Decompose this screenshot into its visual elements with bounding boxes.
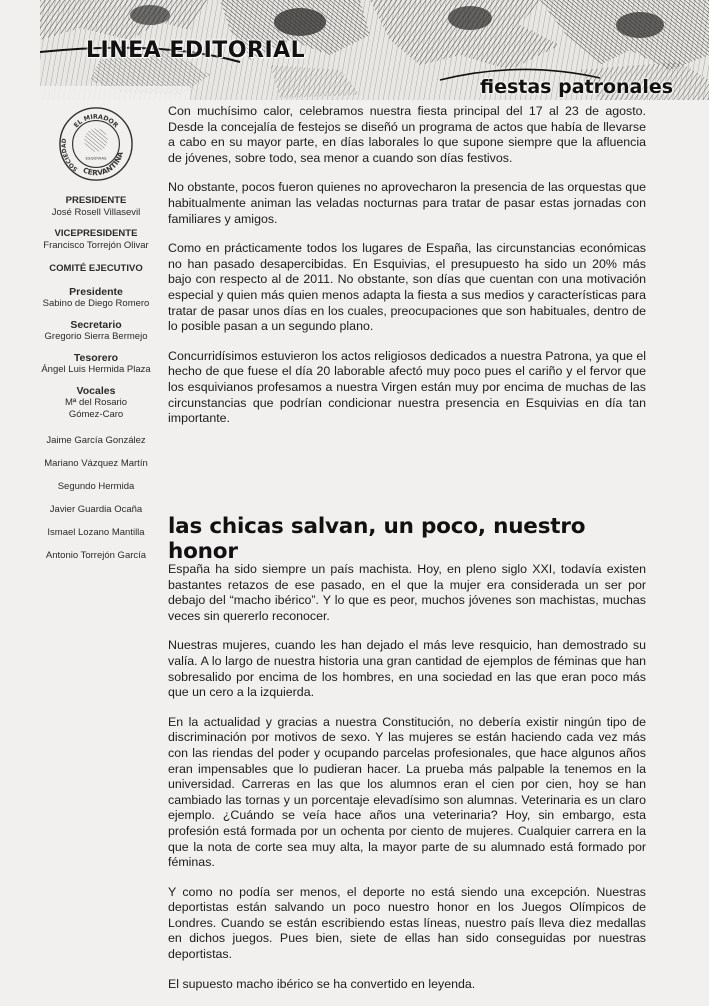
seal-center-text: ESQUIVIAS bbox=[85, 155, 107, 161]
vocal-name: Mª del Rosario bbox=[64, 397, 128, 408]
article-paragraph: España ha sido siempre un país machista. Hoy, en pleno siglo XXI, todavía existen bastantes retazos de ese pasado, en el que la mujer era considerada un ser por debajo del “macho ibérico”. Y lo que es peor, muchos jóvenes son machistas, muchas veces sin quererlo reconocer. bbox=[168, 562, 646, 623]
presidente-name: Sabino de Diego Romero bbox=[42, 298, 150, 309]
article-paragraph: El supuesto macho ibérico se ha convertido en leyenda. bbox=[168, 976, 476, 991]
article-paragraph: Nuestras mujeres, cuando les han dejado el más leve resquicio, han demostrado su valía. A lo largo de nuestra historia una gran cantidad de ejemplos de féminas que han sobresalido por encima de los hombres, en una sociedad en las que eran poco más que un cero a la izquierda. bbox=[168, 638, 646, 700]
seal-logo bbox=[57, 105, 135, 183]
vocal-name: Antonio Torrejón García bbox=[45, 550, 147, 561]
sidebar-committee bbox=[40, 100, 152, 562]
vocal-name-continued: Gómez-Caro bbox=[68, 409, 124, 420]
vocal-name: Segundo Hermida bbox=[57, 481, 135, 492]
seal-bottom-text: CERVANTINA bbox=[81, 150, 125, 178]
svg-text:CERVANTINA bbox=[82, 150, 126, 177]
svg-text:EL MIRADOR bbox=[73, 114, 120, 130]
vocal-name: Javier Guardia Ocaña bbox=[49, 504, 143, 515]
article-headline: las chicas salvan, un poco, nuestro honor bbox=[168, 514, 586, 564]
article-paragraph: En la actualidad y gracias a nuestra Constitución, no debería existir ningún tipo de discriminación por motivos de sexo. Y las mujeres se están haciendo cada vez más con las riendas del poder y ocupando parcelas profesionales, que hace algunos años eran impensables que lo pudieran hacer. La prueba más palpable la tenemos en la universidad. Carreras en las que los alumnos eran el cien por cien, hoy se han cambiado las tornas y un porcentaje elevadísimo son alumnas. Veterinaria es un claro ejemplo. ¿Cuándo se veía hace años una veterinaria? Hoy, sin embargo, esta profesión está formada por un ochenta por ciento de mujeres. Cualquier carrera en la que la nota de corte sea muy alta, la mayor parte de su alumnado está formado por féminas. bbox=[168, 714, 646, 870]
president-label: PRESIDENTE bbox=[65, 195, 127, 206]
seal-top-text: EL MIRADOR bbox=[72, 113, 120, 130]
president-name: José Rosell Villasevil bbox=[51, 207, 141, 218]
seal-side-text: SOCIEDAD bbox=[61, 138, 80, 172]
article-paragraph: Y como no podía ser menos, el deporte no está siendo una excepción. Nuestras deportistas están salvando un poco nuestro honor en los Juegos Olímpicos de Londres. Cuando se están escribiendo estas líneas, nuestro país lleva diez medallas en dichos juegos. Pues bien, siete de ellas han sido conseguidas por nuestras deportistas. bbox=[168, 884, 646, 962]
vocal-name: Mariano Vázquez Martín bbox=[44, 458, 148, 469]
section-title: fiestas patronales bbox=[480, 76, 674, 98]
article-paragraph: Con muchísimo calor, celebramos nuestra fiesta principal del 17 al 23 de agosto. Desde la concejalía de festejos se diseñó un programa de actos que había de llevarse a cabo en su mayor parte, en días laborales lo que supone siempre que la afluencia de jóvenes, sobre todo, sea menor a cuando son días festivos. bbox=[168, 104, 646, 165]
tesorero-name: Ángel Luis Hermida Plaza bbox=[41, 364, 151, 375]
article-paragraph: No obstante, pocos fueron quienes no aprovecharon la presencia de las orquestas que habitualmente animan las veladas nocturnas para tratar de pasar estas jornadas con familiares y amigos. bbox=[168, 180, 646, 226]
committee-label: COMITÉ EJECUTIVO bbox=[49, 263, 143, 274]
tesorero-label: Tesorero bbox=[73, 352, 119, 364]
header-banner bbox=[40, 0, 709, 100]
secretario-label: Secretario bbox=[70, 319, 122, 331]
vocal-name: Jaime García González bbox=[46, 435, 146, 446]
vocales-label: Vocales bbox=[76, 385, 116, 397]
banner-title: LINEA EDITORIAL bbox=[86, 38, 306, 63]
article-paragraph: Como en prácticamente todos los lugares de España, las circunstancias económicas no han pasado desapercibidas. En Esquivias, el presupuesto ha sido un 20% más bajo con respecto al de 2011. No obstante, son días que cuentan con una motivación especial y quien más quien menos adapta la fiesta a sus medios y características para tratar de pasar unos días en los cuales, preocupaciones que son habituales, dentro de lo posible pasan a un segundo plano. bbox=[168, 241, 646, 334]
secretario-name: Gregorio Sierra Bermejo bbox=[44, 331, 148, 342]
presidente-label: Presidente bbox=[69, 286, 123, 298]
vocal-name: Ismael Lozano Mantilla bbox=[47, 527, 145, 538]
article-chicas bbox=[168, 562, 646, 1006]
vicepresident-name: Francisco Torrejón Olivar bbox=[43, 240, 149, 251]
article-paragraph: Concurridísimos estuvieron los actos religiosos dedicados a nuestra Patrona, ya que el hecho de que fuese el día 20 laborable afectó muy poco pues el cariño y el fervor que los esquivianos profesamos a nuestra Virgen están muy por encima de muchas de las circunstancias que podrían condicionar nuestra presencia en Esquivias en día tan importante. bbox=[168, 348, 646, 426]
vicepresident-label: VICEPRESIDENTE bbox=[54, 228, 138, 239]
article-fiestas bbox=[168, 104, 646, 441]
svg-text:SOCIEDAD bbox=[62, 138, 80, 172]
